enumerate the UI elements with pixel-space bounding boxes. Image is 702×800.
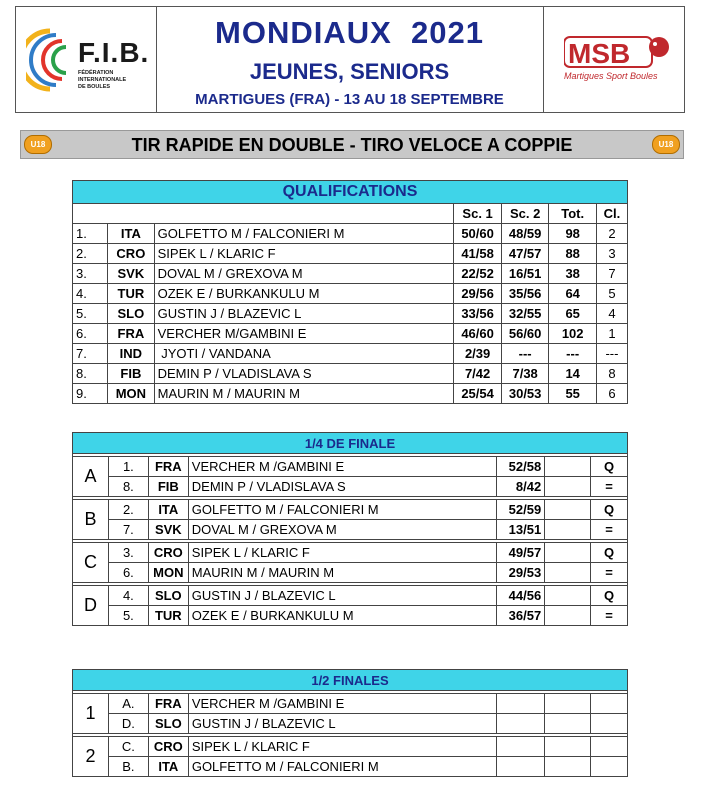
header-titles [156, 7, 544, 112]
rank-number: 9. [73, 384, 108, 404]
match-result: = [591, 563, 628, 583]
score-1: 25/54 [454, 384, 502, 404]
blank-cell [545, 477, 591, 497]
country-code: FRA [108, 324, 155, 344]
group-label: A [73, 457, 109, 497]
country-code: IND [108, 344, 155, 364]
country-code: SVK [108, 264, 155, 284]
event-title: TIR RAPIDE EN DOUBLE - TIRO VELOCE A COPPIE [131, 135, 573, 155]
score-1: 22/52 [454, 264, 502, 284]
player-names: DOVAL M / GREXOVA M [154, 264, 454, 284]
ranking: 4 [596, 304, 627, 324]
score-1: 29/56 [454, 284, 502, 304]
score-1: 2/39 [454, 344, 502, 364]
total: 65 [549, 304, 597, 324]
table-row [73, 500, 628, 520]
match-score: 52/58 [497, 457, 545, 477]
match-score [497, 714, 545, 734]
score-2: 35/56 [501, 284, 549, 304]
msb-logo-icon [564, 33, 674, 71]
player-names: JYOTI / VANDANA [154, 344, 454, 364]
event-title-bar [20, 130, 684, 159]
group-label: 1 [73, 694, 109, 734]
semi-finals-table [72, 669, 628, 777]
match-result: = [591, 606, 628, 626]
score-2: 47/57 [501, 244, 549, 264]
score-2: 56/60 [501, 324, 549, 344]
match-score [497, 694, 545, 714]
player-names: VERCHER M /GAMBINI E [188, 457, 496, 477]
quarter-finals-table [72, 432, 628, 626]
u18-badge-icon: U18 [652, 135, 680, 154]
seed-number: 5. [108, 606, 148, 626]
match-score [497, 757, 545, 777]
total: 55 [549, 384, 597, 404]
total: --- [549, 344, 597, 364]
score-2: 7/38 [501, 364, 549, 384]
country-code: SLO [148, 714, 188, 734]
rank-number: 2. [73, 244, 108, 264]
table-row [73, 757, 628, 777]
table-row [73, 563, 628, 583]
table-row [73, 457, 628, 477]
blank-cell [545, 586, 591, 606]
score-1: 50/60 [454, 224, 502, 244]
seed-number: B. [108, 757, 148, 777]
msb-logo-block [544, 7, 684, 112]
total: 98 [549, 224, 597, 244]
country-code: MON [148, 563, 188, 583]
country-code: ITA [108, 224, 155, 244]
blank-cell [545, 694, 591, 714]
seed-number: 7. [108, 520, 148, 540]
match-result: = [591, 520, 628, 540]
table-row [73, 694, 628, 714]
match-score: 52/59 [497, 500, 545, 520]
score-2: 32/55 [501, 304, 549, 324]
score-2: 16/51 [501, 264, 549, 284]
country-code: FIB [148, 477, 188, 497]
total: 38 [549, 264, 597, 284]
match-score: 44/56 [497, 586, 545, 606]
blank-cell [545, 606, 591, 626]
event-location: MARTIGUES (FRA) - 13 AU 18 SEPTEMBRE [195, 91, 504, 108]
seed-number: A. [108, 694, 148, 714]
player-names: DEMIN P / VLADISLAVA S [154, 364, 454, 384]
table-row [73, 244, 628, 264]
seed-number: 3. [108, 543, 148, 563]
seed-number: 1. [108, 457, 148, 477]
player-names: MAURIN M / MAURIN M [188, 563, 496, 583]
score-1: 41/58 [454, 244, 502, 264]
player-names: OZEK E / BURKANKULU M [154, 284, 454, 304]
fib-logo-block [16, 7, 157, 112]
match-score: 49/57 [497, 543, 545, 563]
table-row [73, 714, 628, 734]
player-names: GUSTIN J / BLAZEVIC L [188, 714, 497, 734]
ranking: 2 [596, 224, 627, 244]
country-code: CRO [148, 543, 188, 563]
total: 64 [549, 284, 597, 304]
fib-wordmark: F.I.B. [78, 37, 150, 68]
country-code: SLO [148, 586, 188, 606]
msb-subtitle: Martigues Sport Boules [564, 71, 658, 81]
match-result: Q [591, 543, 628, 563]
table-row [73, 364, 628, 384]
ranking: --- [596, 344, 627, 364]
u18-badge-icon: U18 [24, 135, 52, 154]
match-result [591, 714, 628, 734]
score-1: 33/56 [454, 304, 502, 324]
table-row [73, 737, 628, 757]
seed-number: C. [108, 737, 148, 757]
country-code: FRA [148, 457, 188, 477]
column-header: Tot. [549, 204, 597, 224]
blank-cell [545, 520, 591, 540]
qualifications-title: QUALIFICATIONS [73, 181, 628, 204]
table-row [73, 606, 628, 626]
table-row [73, 477, 628, 497]
seed-number: 2. [108, 500, 148, 520]
table-row [73, 264, 628, 284]
country-code: CRO [108, 244, 155, 264]
rank-number: 6. [73, 324, 108, 344]
player-names: SIPEK L / KLARIC F [188, 543, 496, 563]
score-1: 7/42 [454, 364, 502, 384]
match-result [591, 694, 628, 714]
table-row [73, 344, 628, 364]
blank-cell [545, 757, 591, 777]
fib-subtitle: FÉDÉRATION INTERNATIONALE DE BOULES [78, 70, 127, 90]
seed-number: 6. [108, 563, 148, 583]
country-code: ITA [148, 757, 188, 777]
player-names: OZEK E / BURKANKULU M [188, 606, 496, 626]
total: 102 [549, 324, 597, 344]
rank-number: 4. [73, 284, 108, 304]
country-code: SLO [108, 304, 155, 324]
score-2: 30/53 [501, 384, 549, 404]
country-code: FIB [108, 364, 155, 384]
table-row [73, 586, 628, 606]
blank-cell [545, 737, 591, 757]
match-result: Q [591, 500, 628, 520]
table-row [73, 224, 628, 244]
table-row [73, 520, 628, 540]
match-result: Q [591, 586, 628, 606]
country-code: ITA [148, 500, 188, 520]
player-names: GUSTIN J / BLAZEVIC L [154, 304, 454, 324]
rank-number: 7. [73, 344, 108, 364]
player-names: DOVAL M / GREXOVA M [188, 520, 496, 540]
svg-text:MSB: MSB [568, 38, 631, 69]
seed-number: 4. [108, 586, 148, 606]
ranking: 1 [596, 324, 627, 344]
score-2: 48/59 [501, 224, 549, 244]
country-code: SVK [148, 520, 188, 540]
blank-cell [545, 500, 591, 520]
country-code: CRO [148, 737, 188, 757]
player-names: GOLFETTO M / FALCONIERI M [188, 500, 496, 520]
document-header [15, 6, 685, 113]
rank-number: 1. [73, 224, 108, 244]
rank-number: 5. [73, 304, 108, 324]
column-header: Cl. [596, 204, 627, 224]
quarter-finals-title: 1/4 DE FINALE [73, 433, 628, 454]
match-score: 36/57 [497, 606, 545, 626]
ranking: 7 [596, 264, 627, 284]
country-code: MON [108, 384, 155, 404]
ranking: 5 [596, 284, 627, 304]
score-1: 46/60 [454, 324, 502, 344]
match-score: 29/53 [497, 563, 545, 583]
fib-logo-icon [26, 25, 74, 95]
table-row [73, 284, 628, 304]
table-row [73, 384, 628, 404]
player-names: SIPEK L / KLARIC F [154, 244, 454, 264]
column-header: Sc. 1 [454, 204, 502, 224]
blank-cell [545, 457, 591, 477]
group-label: D [73, 586, 109, 626]
player-names: VERCHER M/GAMBINI E [154, 324, 454, 344]
ranking: 8 [596, 364, 627, 384]
country-code: FRA [148, 694, 188, 714]
rank-number: 8. [73, 364, 108, 384]
table-row [73, 304, 628, 324]
match-result: Q [591, 457, 628, 477]
blank-cell [545, 563, 591, 583]
page-subtitle: JEUNES, SENIORS [249, 59, 450, 84]
match-score: 13/51 [497, 520, 545, 540]
player-names: GUSTIN J / BLAZEVIC L [188, 586, 496, 606]
qualifications-table [72, 180, 628, 404]
match-result: = [591, 477, 628, 497]
player-names: SIPEK L / KLARIC F [188, 737, 497, 757]
country-code: TUR [148, 606, 188, 626]
total: 14 [549, 364, 597, 384]
blank-cell [545, 714, 591, 734]
player-names: MAURIN M / MAURIN M [154, 384, 454, 404]
group-label: C [73, 543, 109, 583]
match-result [591, 737, 628, 757]
ranking: 3 [596, 244, 627, 264]
country-code: TUR [108, 284, 155, 304]
semi-finals-title: 1/2 FINALES [73, 670, 628, 691]
match-score [497, 737, 545, 757]
group-label: 2 [73, 737, 109, 777]
blank-cell [545, 543, 591, 563]
score-2: --- [501, 344, 549, 364]
player-names: DEMIN P / VLADISLAVA S [188, 477, 496, 497]
column-header: Sc. 2 [501, 204, 549, 224]
page-title: MONDIAUX 2021 [215, 15, 484, 50]
rank-number: 3. [73, 264, 108, 284]
seed-number: D. [108, 714, 148, 734]
group-label: B [73, 500, 109, 540]
match-score: 8/42 [497, 477, 545, 497]
player-names: VERCHER M /GAMBINI E [188, 694, 497, 714]
table-row [73, 543, 628, 563]
seed-number: 8. [108, 477, 148, 497]
match-result [591, 757, 628, 777]
ranking: 6 [596, 384, 627, 404]
player-names: GOLFETTO M / FALCONIERI M [154, 224, 454, 244]
total: 88 [549, 244, 597, 264]
table-row [73, 324, 628, 344]
player-names: GOLFETTO M / FALCONIERI M [188, 757, 497, 777]
